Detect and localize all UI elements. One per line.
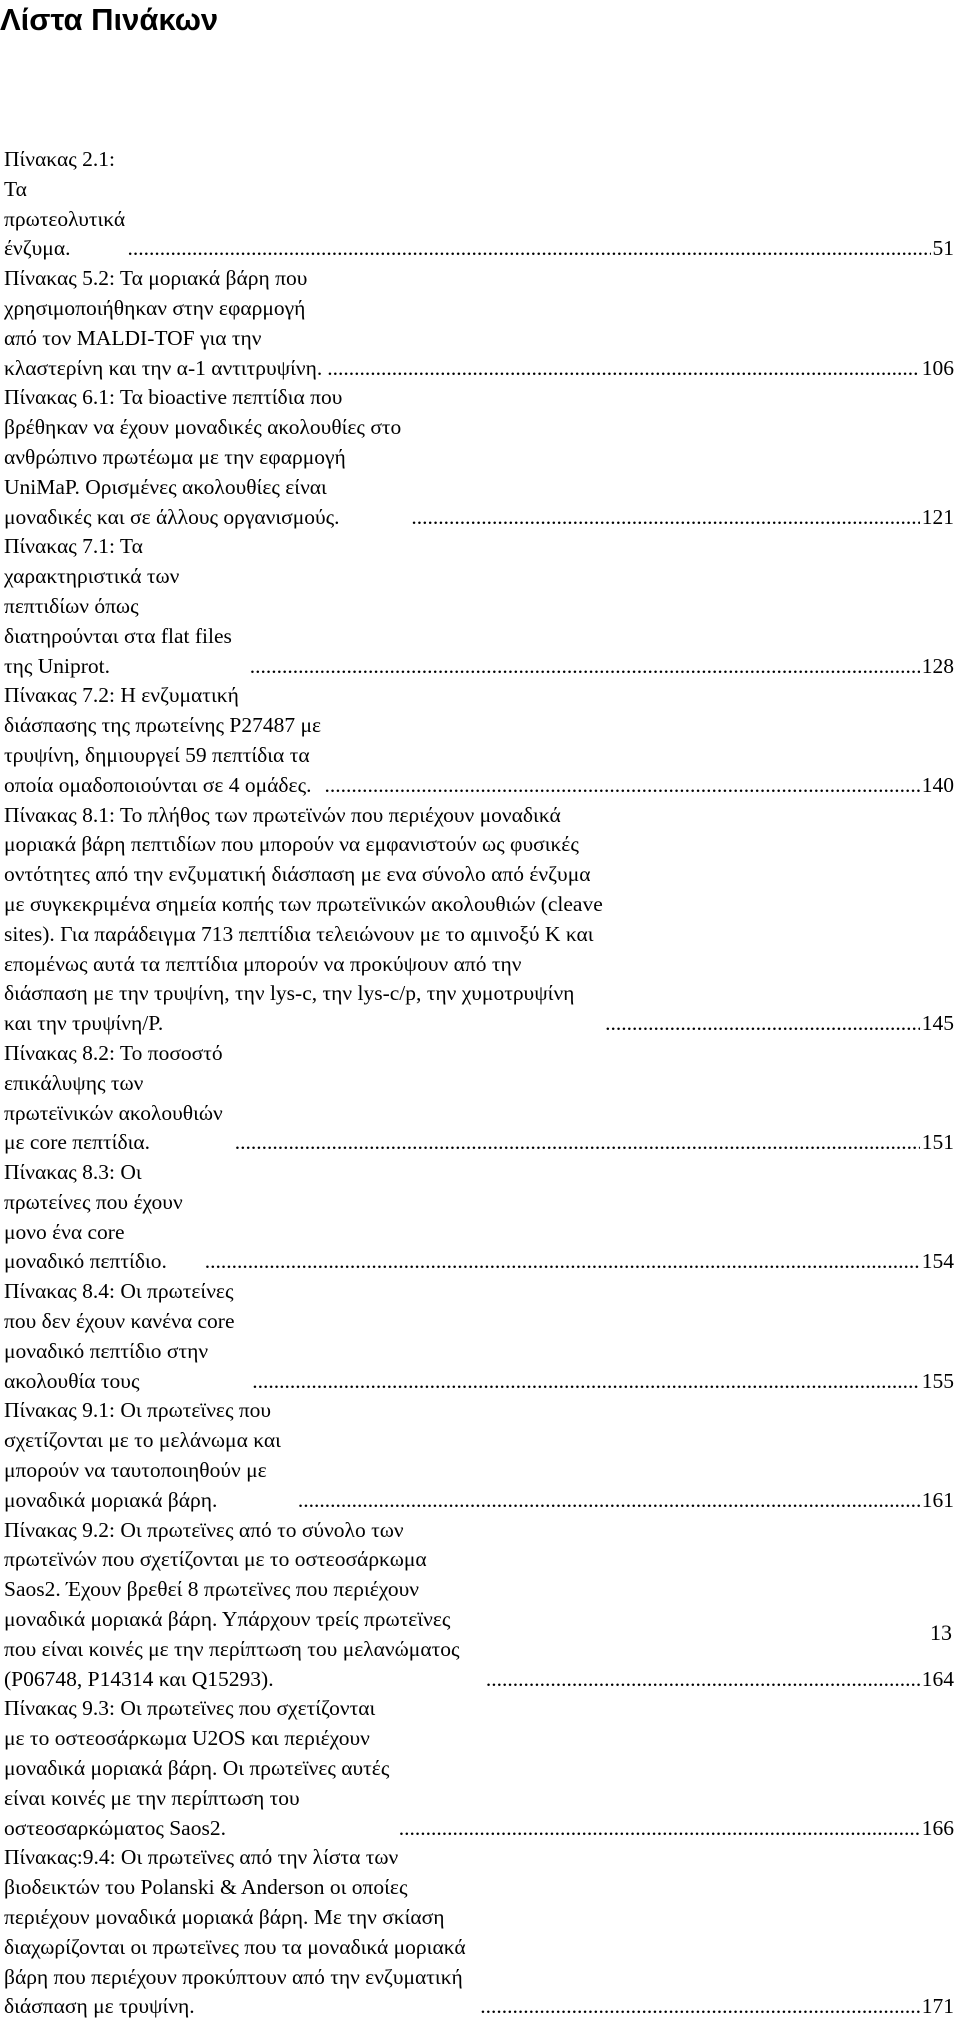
dot-leader [480, 1992, 920, 2022]
toc-entry-text: Πίνακας 8.1: Το πλήθος των πρωτεϊνών που περιέχουν μοναδικά μοριακά βάρη πεπτιδίων που μπορούν να εμφανιστούν ως φυσικές οντότητες από την ενζυματική διάσπαση με ενα σύνολο από ένζυμα με συγκεκριμένα σημεία κοπής των πρωτεϊνικών ακολουθιών (cleave sites). Για παράδειγμα 713 πεπτίδια τελειώνουν με το αμινοξύ K και επομένως αυτά τα πεπτίδια μπορούν να προκύψουν από την διάσπαση με την τρυψίνη, την lys-c, την lys-c/p, την χυμοτρυψίνη και την τρυψίνη/P. [4, 802, 603, 1036]
toc-entry-text: Πίνακας 8.4: Οι πρωτείνες που δεν έχουν κανένα core μοναδικό πεπτίδιο στην ακολουθία τους [4, 1279, 235, 1393]
toc-entry-text: Πίνακας:9.4: Οι πρωτεϊνες από την λίστα των βιοδεικτών του Polanski & Anderson οι οποίες περιέχουν μοναδικά μοριακά βάρη. Με την σκίαση διαχωρίζονται οι πρωτεϊνες που τα μοναδικά μοριακά βάρη που περιέχουν προκύπτουν από την ενζυματική διάσπαση με τρυψίνη. [4, 1845, 466, 2019]
toc-entry-table-2-1[interactable] [4, 145, 954, 264]
toc-entry-page: 151 [921, 1130, 954, 1155]
toc-entry-table-8-3[interactable] [4, 1158, 954, 1277]
toc-entry-page: 145 [921, 1011, 954, 1036]
toc-entry-page: 121 [921, 504, 954, 529]
toc-entry-page: 171 [921, 1994, 954, 2019]
toc-entry-page: 161 [921, 1487, 954, 1512]
toc-entry-table-8-4[interactable] [4, 1277, 954, 1396]
toc-entry-text: Πίνακας 8.2: Το ποσοστό επικάλυψης των πρωτεϊνικών ακολουθιών με core πεπτίδια. [4, 1040, 223, 1155]
toc-entry-text: Πίνακας 9.1: Οι πρωτεϊνες που σχετίζονται με το μελάνωμα και μπορούν να ταυτοποιηθούν με μοναδικά μοριακά βάρη. [4, 1398, 281, 1512]
toc-entry-page: 164 [921, 1666, 954, 1691]
dot-leader [411, 503, 919, 533]
toc-entry-page: 106 [921, 355, 954, 380]
toc-entry-table-7-2[interactable] [4, 681, 954, 800]
toc-entry-table-5-2[interactable] [4, 264, 954, 383]
toc-entry-text: Πίνακας 8.3: Οι πρωτείνες που έχουν μονο ένα core μοναδικό πεπτίδιο. [4, 1160, 183, 1274]
toc-entry-text: Πίνακας 7.1: Τα χαρακτηριστικά των πεπτιδίων όπως διατηρούνται στα flat files της Uniprot. [4, 534, 232, 678]
dot-leader [252, 1367, 920, 1397]
dot-leader [399, 1814, 920, 1844]
dot-leader [298, 1486, 920, 1516]
toc-entry-page: 51 [932, 236, 954, 261]
toc-entry-page: 166 [921, 1815, 954, 1840]
toc-entry-table-8-2[interactable] [4, 1039, 954, 1158]
dot-leader [486, 1665, 920, 1695]
dot-leader [127, 234, 930, 264]
toc-entry-text: Πίνακας 9.2: Οι πρωτεϊνες από το σύνολο των πρωτεϊνών που σχετίζονται με το οστεοσάρκωμα Saos2. Έχουν βρεθεί 8 πρωτεϊνες που περιέχουν μοναδικά μοριακά βάρη. Υπάρχουν τρείς πρωτεϊνες που είναι κοινές με την περίπτωση του μελανώματος (P06748, P14314 και Q15293). [4, 1517, 460, 1691]
dot-leader [205, 1247, 920, 1277]
dot-leader [235, 1128, 920, 1158]
page-title: Λίστα Πινάκων [0, 2, 219, 37]
toc-entry-text: Πίνακας 9.3: Οι πρωτεϊνες που σχετίζονται με το οστεοσάρκωμα U2OS και περιέχουν μοναδικά μοριακά βάρη. Οι πρωτεϊνες αυτές είναι κοινές με την περίπτωση του οστεοσαρκώματος Saos2. [4, 1696, 390, 1840]
toc-entry-page: 128 [921, 653, 954, 678]
dot-leader [327, 354, 919, 384]
toc-entry-table-9-4[interactable] [4, 1843, 954, 2022]
toc-entry-table-9-1[interactable] [4, 1396, 954, 1515]
toc-entry-text: Πίνακας 2.1: Τα πρωτεολυτικά ένζυμα. [4, 147, 126, 261]
list-of-tables [4, 145, 954, 2022]
toc-entry-page: 140 [921, 772, 954, 797]
toc-entry-page: 154 [921, 1249, 954, 1274]
toc-entry-table-8-1[interactable] [4, 801, 954, 1039]
toc-entry-table-7-1[interactable] [4, 532, 954, 681]
dot-leader [605, 1009, 920, 1039]
toc-entry-text: Πίνακας 5.2: Τα μοριακά βάρη που χρησιμοποιήθηκαν στην εφαρμογή από τον MALDI-TOF για την κλαστερίνη και την α-1 αντιτρυψίνη. [4, 266, 323, 380]
toc-entry-table-9-2[interactable] [4, 1516, 954, 1695]
toc-entry-page: 155 [921, 1368, 954, 1393]
toc-entry-table-9-3[interactable] [4, 1694, 954, 1843]
toc-entry-text: Πίνακας 7.2: Η ενζυματική διάσπασης της πρωτείνης P27487 με τρυψίνη, δημιουργεί 59 πεπτίδια τα οποία ομαδοποιούνται σε 4 ομάδες. [4, 683, 322, 797]
dot-leader [325, 771, 920, 801]
dot-leader [250, 652, 920, 682]
toc-entry-table-6-1[interactable] [4, 383, 954, 532]
page-number: 13 [930, 1620, 952, 1645]
toc-entry-text: Πίνακας 6.1: Τα bioactive πεπτίδια που βρέθηκαν να έχουν μοναδικές ακολουθίες στο ανθρώπινο πρωτέωμα με την εφαρμογή UniMaP. Ορισμένες ακολουθίες είναι μοναδικές και σε άλλους οργανισμούς. [4, 385, 402, 529]
